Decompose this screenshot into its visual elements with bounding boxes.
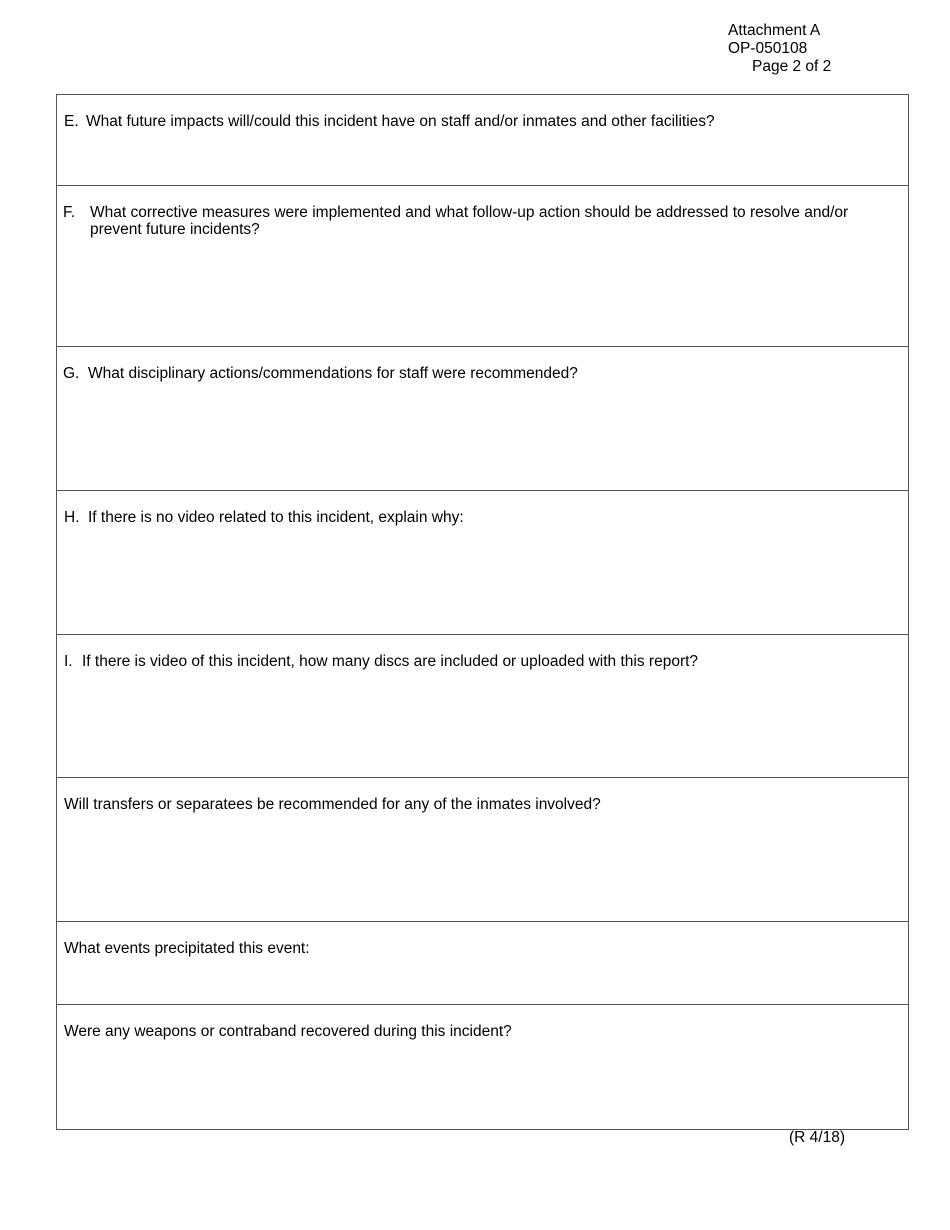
question-transfers: [64, 796, 868, 813]
question-h-text: If there is no video related to this incident, explain why:: [88, 509, 464, 526]
question-g: [63, 365, 868, 382]
question-weapons-contraband: [64, 1023, 868, 1040]
question-f-label: F.: [63, 204, 76, 221]
question-weapons-contraband-text: Were any weapons or contraband recovered during this incident?: [64, 1023, 512, 1040]
question-e: [64, 113, 868, 130]
attachment-label: Attachment A: [728, 22, 821, 39]
section-i-video-discs[interactable]: [57, 634, 908, 777]
question-transfers-text: Will transfers or separatees be recommended for any of the inmates involved?: [64, 796, 601, 813]
question-e-label: E.: [64, 113, 79, 130]
question-f-text: What corrective measures were implemented and what follow-up action should be addressed to resolve and/or prevent future incidents?: [90, 204, 849, 238]
revision-code: (R 4/18): [789, 1129, 845, 1146]
section-transfers-separatees[interactable]: [57, 777, 908, 921]
incident-report-form: [56, 94, 909, 1130]
question-f: [63, 204, 868, 238]
section-g-disciplinary-actions[interactable]: [57, 346, 908, 490]
question-h-label: H.: [64, 509, 80, 526]
question-i-text: If there is video of this incident, how many discs are included or uploaded with this report?: [82, 653, 699, 670]
section-h-no-video[interactable]: [57, 490, 908, 634]
question-i: [64, 653, 868, 670]
section-weapons-contraband[interactable]: [57, 1004, 908, 1129]
section-precipitating-events[interactable]: [57, 921, 908, 1004]
question-precipitating-events: [64, 940, 868, 957]
question-g-text: What disciplinary actions/commendations for staff were recommended?: [88, 365, 578, 382]
document-code: OP-050108: [728, 40, 808, 57]
page-number: Page 2 of 2: [752, 58, 832, 75]
question-h: [64, 509, 868, 526]
question-precipitating-events-text: What events precipitated this event:: [64, 940, 310, 957]
section-e-future-impacts[interactable]: [57, 95, 908, 185]
document-header: [728, 22, 831, 76]
question-g-label: G.: [63, 365, 80, 382]
question-e-text: What future impacts will/could this incident have on staff and/or inmates and other facilities?: [86, 113, 715, 130]
question-i-label: I.: [64, 653, 73, 670]
section-f-corrective-measures[interactable]: [57, 185, 908, 346]
